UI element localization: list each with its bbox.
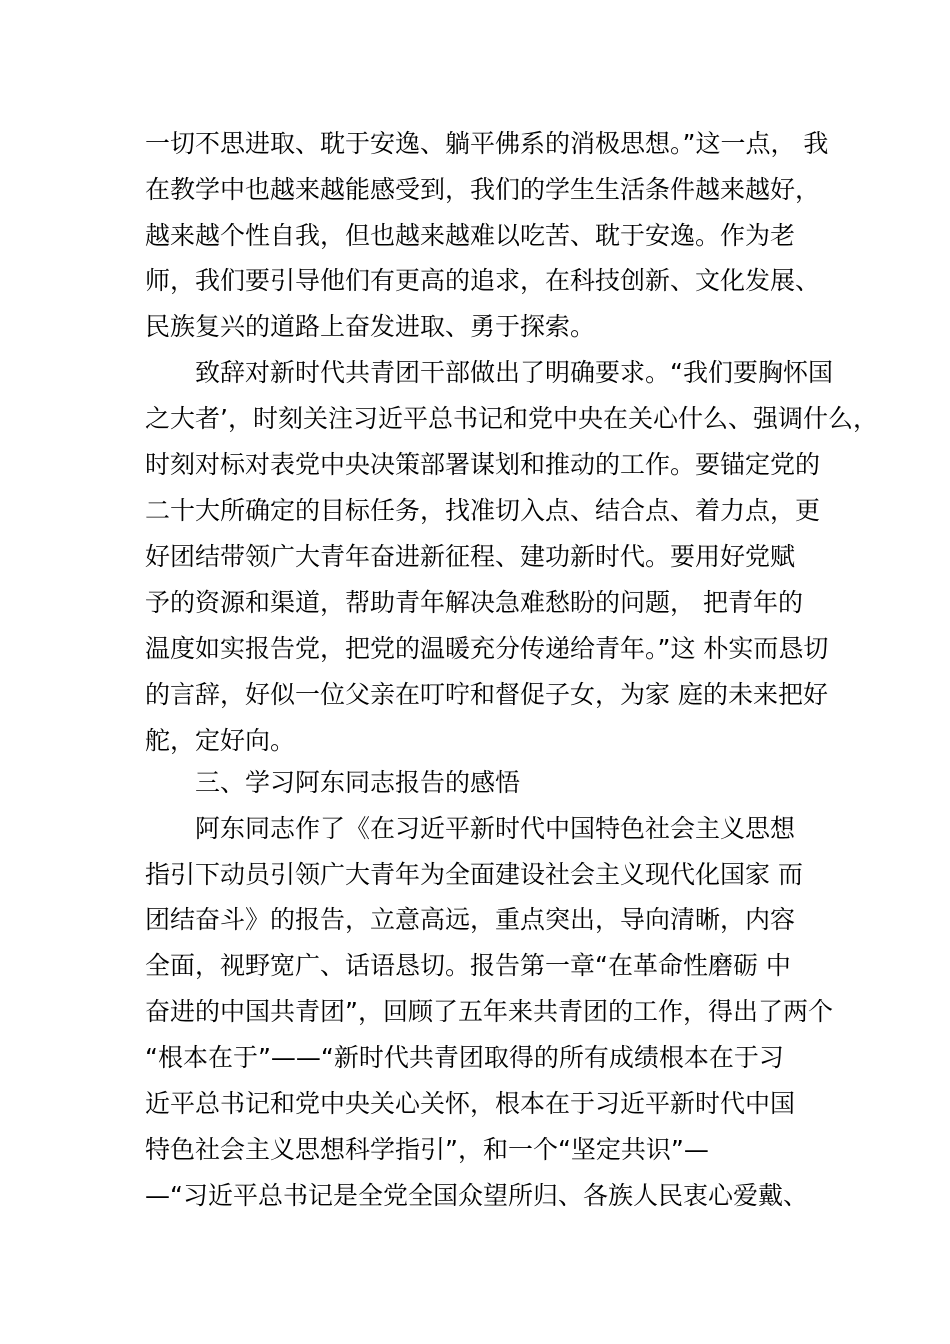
text-line: 团结奋斗》的报告，立意高远，重点突出，导向清晰，内容 [145, 905, 796, 934]
text-line: 奋进的中国共青团”，回顾了五年来共青团的工作，得出了两个 [145, 997, 833, 1026]
text-line: 特色社会主义思想科学指引”，和一个“坚定共识”— [145, 1135, 709, 1164]
text-line: 近平总书记和党中央关心关怀，根本在于习近平新时代中国 [145, 1089, 796, 1118]
text-line: 全面，视野宽广、话语恳切。报告第一章“在革命性磨砺 中 [145, 951, 791, 980]
text-line: 时刻对标对表党中央决策部署谋划和推动的工作。要锚定党的 [145, 450, 821, 479]
text-line: 的言辞，好似一位父亲在叮咛和督促子女，为家 庭的未来把好 [145, 680, 828, 709]
text-line: 二十大所确定的目标任务，找准切入点、结合点、着力点，更 [145, 496, 821, 525]
paragraph-start-line: 致辞对新时代共青团干部做出了明确要求。“我们要胸怀国 [195, 358, 833, 387]
text-line: “根本在于”——“新时代共青团取得的所有成绩根本在于习 [145, 1043, 784, 1072]
text-line: 在教学中也越来越能感受到，我们的学生生活条件越来越好， [145, 175, 821, 204]
text-line: 温度如实报告党，把党的温暖充分传递给青年。”这 朴实而恳切 [145, 634, 829, 663]
text-line: 一切不思进取、耽于安逸、躺平佛系的消极思想。”这一点， 我 [145, 129, 829, 158]
text-line: 越来越个性自我，但也越来越难以吃苦、耽于安逸。作为老 [145, 221, 796, 250]
text-line: 舵，定好向。 [145, 726, 296, 755]
text-line: 指引下动员引领广大青年为全面建设社会主义现代化国家 而 [145, 860, 803, 889]
text-line: 予的资源和渠道，帮助青年解决急难愁盼的问题， 把青年的 [145, 588, 803, 617]
text-line: —“习近平总书记是全党全国众望所归、各族人民衷心爱戴、 [145, 1181, 808, 1210]
section-heading: 三、学习阿东同志报告的感悟 [195, 768, 521, 797]
text-line: 之大者’，时刻关注习近平总书记和党中央在关心什么、强调什么， [145, 404, 878, 433]
text-line: 师，我们要引导他们有更高的追求，在科技创新、文化发展、 [145, 266, 821, 295]
paragraph-start-line: 阿东同志作了《在习近平新时代中国特色社会主义思想 [195, 814, 796, 843]
text-line: 好团结带领广大青年奋进新征程、建功新时代。要用好党赋 [145, 542, 796, 571]
text-line: 民族复兴的道路上奋发进取、勇于探索。 [145, 312, 596, 341]
